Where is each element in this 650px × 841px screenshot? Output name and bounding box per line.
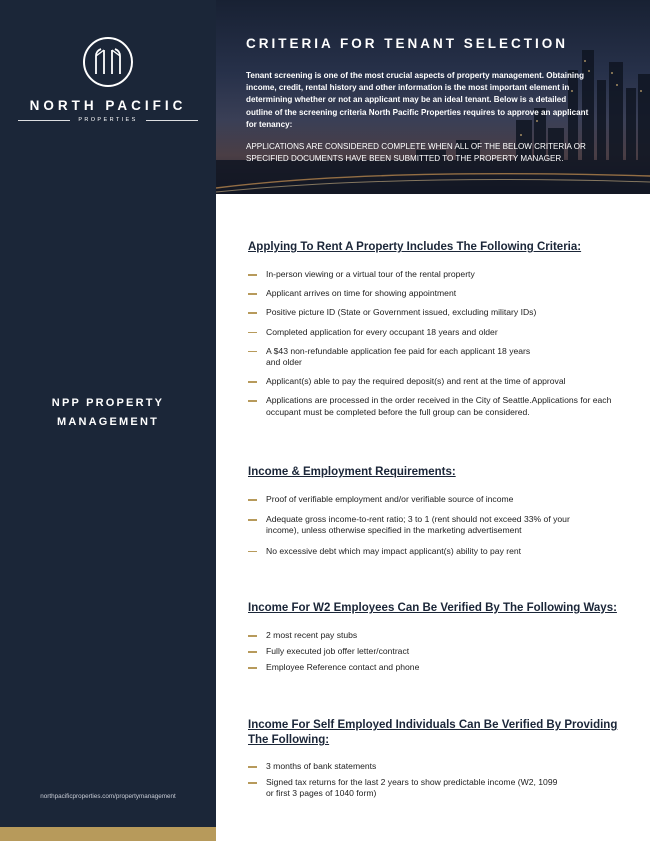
brand-subtitle [0, 117, 216, 123]
self-employed-list [248, 761, 633, 800]
section-heading: Income For Self Employed Individuals Can Be Verified By Providing The Following: [248, 719, 618, 746]
list-item: 3 months of bank statements [248, 761, 633, 772]
list-item: Fully executed job offer letter/contract [248, 646, 633, 657]
section-heading: Applying To Rent A Property Includes The Following Criteria: [248, 241, 582, 253]
list-item: Applicant arrives on time for showing appointment [248, 288, 633, 299]
criteria-list [248, 269, 633, 418]
sidebar-heading-line2: MANAGEMENT [56, 416, 160, 428]
list-item: 2 most recent pay stubs [248, 630, 633, 641]
list-item: A $43 non-refundable application fee paid for each applicant 18 years and older [248, 346, 536, 368]
gold-accent-bar [0, 827, 216, 841]
hero-banner [216, 0, 650, 194]
sidebar-heading-line1: NPP PROPERTY [51, 397, 165, 409]
section-self-employed-verification [248, 718, 633, 800]
w2-verification-list [248, 630, 633, 674]
section-heading: Income & Employment Requirements: [248, 466, 456, 478]
brand-name: NORTH PACIFIC [29, 98, 187, 113]
website-url: northpacificproperties.com/propertymanagement [40, 793, 176, 800]
completion-note: APPLICATIONS ARE CONSIDERED COMPLETE WHEN ALL OF THE BELOW CRITERIA OR SPECIFIED DOCUMENTS HAVE BEEN SUBMITTED TO THE PROPERTY MANAGER. [246, 142, 586, 164]
list-item: Proof of verifiable employment and/or verifiable source of income [248, 494, 633, 505]
section-w2-verification [248, 601, 633, 674]
list-item: Adequate gross income-to-rent ratio; 3 to 1 (rent should not exceed 33% of your income), unless otherwise specified in the marketing advertisement [248, 514, 586, 536]
list-item: In-person viewing or a virtual tour of the rental property [248, 269, 633, 280]
section-applying-criteria [248, 240, 633, 418]
divider [146, 120, 198, 121]
income-requirements-list [248, 494, 633, 557]
list-item: Employee Reference contact and phone [248, 662, 633, 673]
brand-sub-label: PROPERTIES [78, 117, 138, 123]
section-income-employment [248, 465, 633, 557]
logo [0, 36, 216, 123]
sidebar [0, 0, 216, 841]
list-item: Applications are processed in the order received in the City of Seattle.Applications for each occupant must be completed before the full group can be considered. [248, 395, 633, 417]
npp-logo-icon [82, 36, 134, 88]
list-item: Applicant(s) able to pay the required deposit(s) and rent at the time of approval [248, 376, 633, 387]
list-item: Completed application for every occupant 18 years and older [248, 327, 633, 338]
list-item: Signed tax returns for the last 2 years to show predictable income (W2, 1099 or first 3 pages of 1040 form) [248, 777, 566, 799]
list-item: Positive picture ID (State or Government issued, excluding military IDs) [248, 307, 633, 318]
page-title: CRITERIA FOR TENANT SELECTION [246, 36, 568, 51]
list-item: No excessive debt which may impact applicant(s) ability to pay rent [248, 546, 633, 557]
section-heading: Income For W2 Employees Can Be Verified By The Following Ways: [248, 602, 617, 614]
divider [18, 120, 70, 121]
intro-text: Tenant screening is one of the most crucial aspects of property management. Obtaining income, credit, rental history and other information is the most important element in determining whether or not an applicant may be an ideal tenant. Below is a detailed outline of the screening criteria North Pacific Properties requires to approve an applicant for tenancy: [246, 71, 589, 129]
sidebar-heading [0, 394, 216, 432]
